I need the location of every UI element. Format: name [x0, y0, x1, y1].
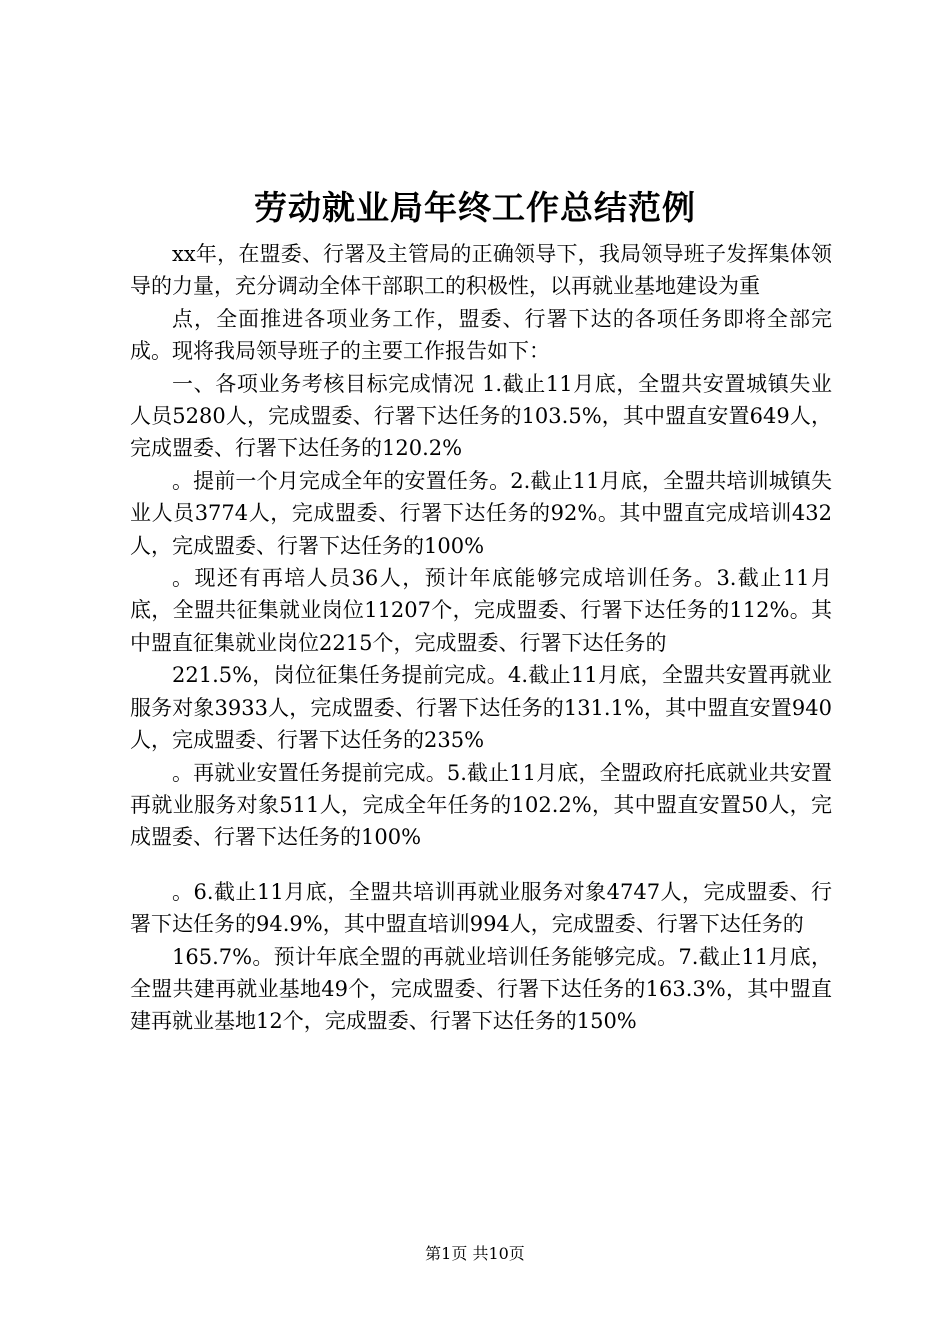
paragraph-4: 。提前一个月完成全年的安置任务。2.截止11月底，全盟共培训城镇失业人员3774人，完成盟委、行署下达任务的92%。其中盟直完成培训432人，完成盟委、行署下达任务的100% [130, 468, 832, 558]
document-title: 劳动就业局年终工作总结范例 [254, 188, 696, 227]
paragraph-2: 点，全面推进各项业务工作，盟委、行署下达的各项任务即将全部完成。现将我局领导班子的主要工作报告如下： [130, 306, 832, 364]
paragraph-8: 。6.截止11月底，全盟共培训再就业服务对象4747人，完成盟委、行署下达任务的94.9%，其中盟直培训994人，完成盟委、行署下达任务的 [130, 879, 832, 937]
paragraph-5: 。现还有再培人员36人，预计年底能够完成培训任务。3.截止11月底，全盟共征集就业岗位11207个，完成盟委、行署下达任务的112%。其中盟直征集就业岗位2215个，完成盟委、行署下达任务的 [130, 566, 832, 655]
paragraph-6: 221.5%，岗位征集任务提前完成。4.截止11月底，全盟共安置再就业服务对象3933人，完成盟委、行署下达任务的131.1%，其中盟直安置940人，完成盟委、行署下达任务的235% [130, 663, 832, 753]
paragraph-3: 一、各项业务考核目标完成情况 1.截止11月底，全盟共安置城镇失业人员5280人，完成盟委、行署下达任务的103.5%，其中盟直安置649人，完成盟委、行署下达任务的120.2% [130, 371, 832, 461]
paragraph-1: xx年，在盟委、行署及主管局的正确领导下，我局领导班子发挥集体领导的力量，充分调动全体干部职工的积极性，以再就业基地建设为重 [130, 242, 832, 299]
document-body [130, 238, 832, 1038]
paragraph-9: 165.7%。预计年底全盟的再就业培训任务能够完成。7.截止11月底，全盟共建再就业基地49个，完成盟委、行署下达任务的163.3%，其中盟直建再就业基地12个，完成盟委、行署下达任务的150% [130, 944, 832, 1034]
paragraph-7: 。再就业安置任务提前完成。5.截止11月底，全盟政府托底就业共安置再就业服务对象511人，完成全年任务的102.2%，其中盟直安置50人，完成盟委、行署下达任务的100% [130, 760, 832, 850]
page-number-footer: 第1页 共10页 [425, 1244, 525, 1263]
